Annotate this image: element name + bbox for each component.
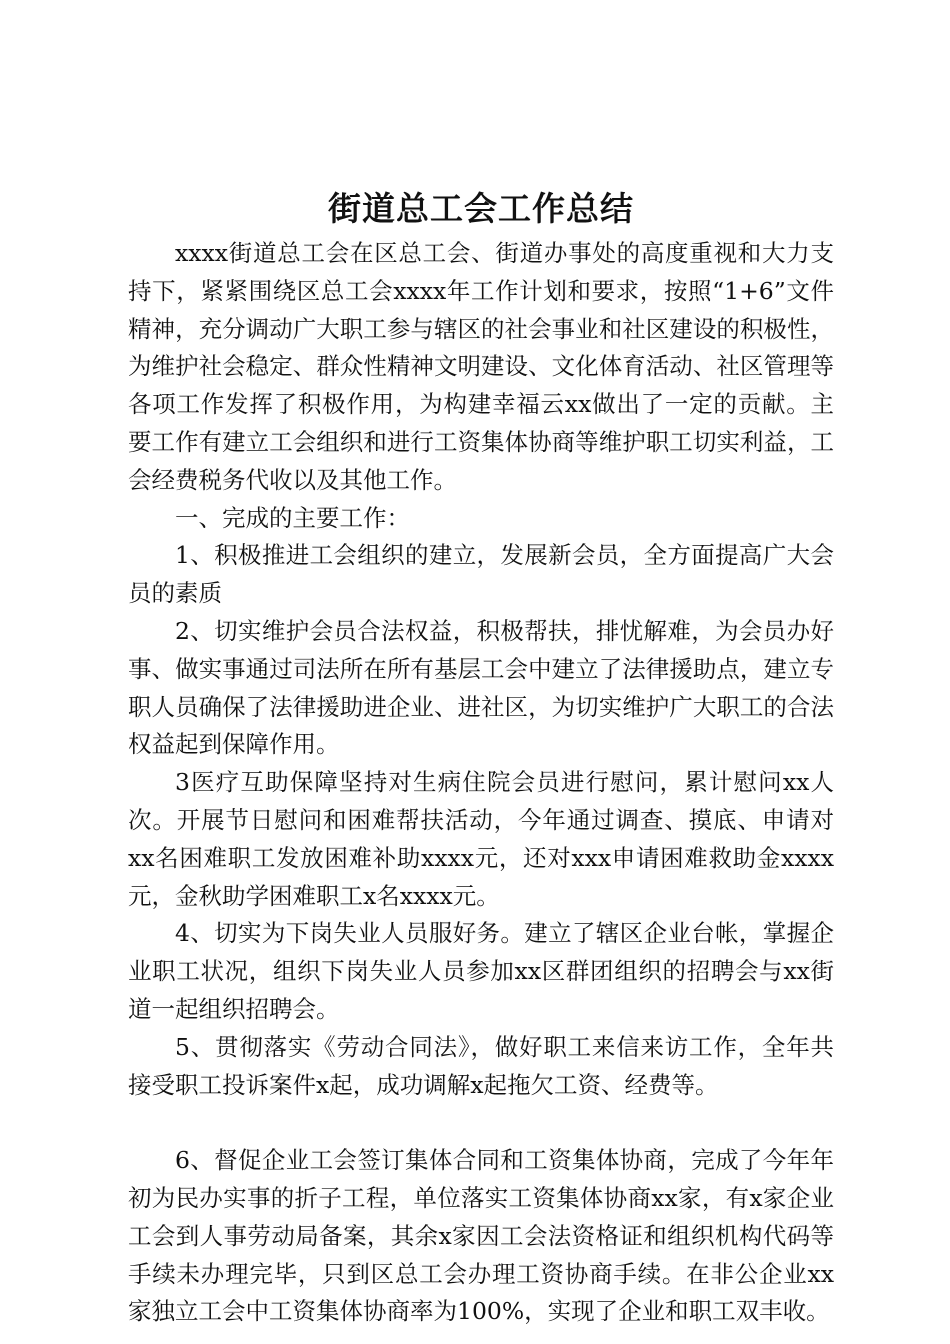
- item-paragraph-3: 3医疗互助保障坚持对生病住院会员进行慰问，累计慰问xx人次。开展节日慰问和困难帮扶活动，今年通过调查、摸底、申请对xx名困难职工发放困难补助xxxx元，还对xxx申请困难救助金xxxx元，金秋助学困难职工x名xxxx元。: [128, 768, 834, 910]
- item-paragraph-4: 4、切实为下岗失业人员服好务。建立了辖区企业台帐，掌握企业职工状况，组织下岗失业人员参加xx区群团组织的招聘会与xx街道一起组织招聘会。: [128, 919, 834, 1023]
- item-paragraph-6: 6、督促企业工会签订集体合同和工资集体协商，完成了今年年初为民办实事的折子工程，单位落实工资集体协商xx家，有x家企业工会到人事劳动局备案，其余x家因工会法资格证和组织机构代码等手续未办理完毕，只到区总工会办理工资协商手续。在非公企业xx家独立工会中工资集体协商率为100%，实现了企业和职工双丰收。: [128, 1146, 834, 1326]
- item-paragraph-2: 2、切实维护会员合法权益，积极帮扶，排忧解难，为会员办好事、做实事通过司法所在所有基层工会中建立了法律援助点，建立专职人员确保了法律援助进企业、进社区，为切实维护广大职工的合法权益起到保障作用。: [128, 616, 834, 759]
- intro-paragraph: xxxx街道总工会在区总工会、街道办事处的高度重视和大力支持下，紧紧围绕区总工会xxxx年工作计划和要求，按照“1+6”文件精神，充分调动广大职工参与辖区的社会事业和社区建设的积极性，为维护社会稳定、群众性精神文明建设、文化体育活动、社区管理等各项工作发挥了积极作用，为构建幸福云xx做出了一定的贡献。主要工作有建立工会组织和进行工资集体协商等维护职工切实利益，工会经费税务代收以及其他工作。: [128, 239, 834, 494]
- item-paragraph-1: 1、积极推进工会组织的建立，发展新会员，全方面提高广大会员的素质: [128, 541, 834, 608]
- item-paragraph-5: 5、贯彻落实《劳动合同法》，做好职工来信来访工作，全年共接受职工投诉案件x起，成功调解x起拖欠工资、经费等。: [128, 1032, 834, 1099]
- document-title: 街道总工会工作总结: [328, 189, 634, 228]
- section-heading: 一、完成的主要工作：: [175, 503, 410, 532]
- paragraph-gap: [128, 1104, 834, 1142]
- document-page: [128, 185, 834, 1331]
